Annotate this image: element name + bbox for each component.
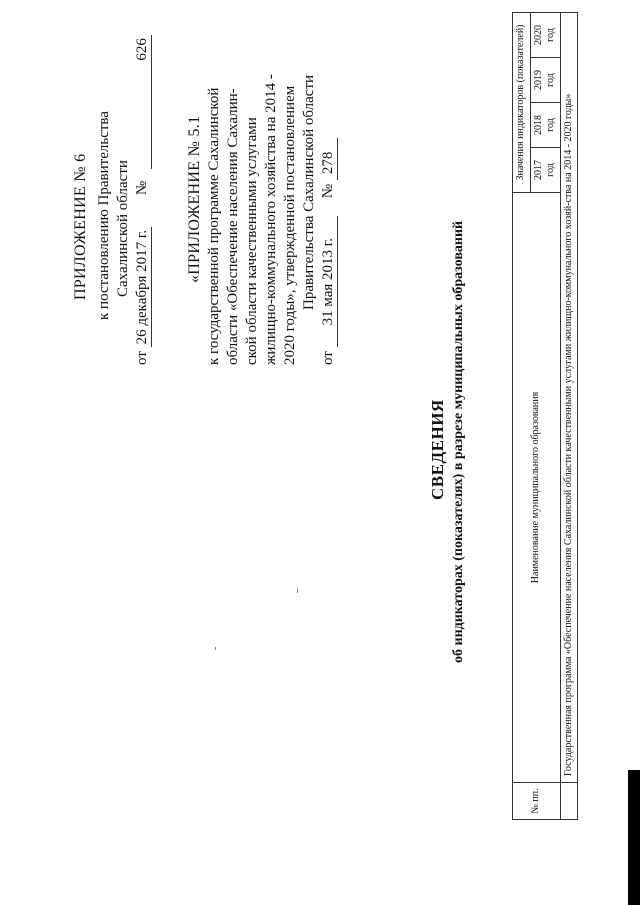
- col-year-2020: 2020 год: [530, 13, 560, 58]
- appendix51-line-6: Правительства Сахалинской области: [301, 74, 317, 310]
- appendix6-number: 626: [134, 35, 152, 169]
- appendix51-line-1: к государственной программе Сахалинской: [206, 87, 222, 365]
- col-year-2018: 2018 год: [530, 103, 560, 148]
- col-name-header: Наименование муниципального образования: [513, 193, 561, 783]
- appendix51-date: 31 мая 2013 г.: [320, 216, 338, 347]
- appendix51-number-label: №: [320, 183, 336, 199]
- table-row: [560, 13, 578, 820]
- table-header-row-1: [513, 13, 531, 820]
- appendix51-line-4: жилищно-коммунального хозяйства на 2014 -: [263, 74, 279, 365]
- scan-speck: [297, 588, 298, 593]
- appendix51-line-5: 2020 годы», утвержденной постановлением: [282, 85, 298, 365]
- col-year-2017: 2017 год: [530, 148, 560, 193]
- appendix51-title: «ПРИЛОЖЕНИЕ № 5.1: [186, 115, 203, 283]
- appendix51-line-2: области «Обеспечение населения Сахалин-: [225, 88, 241, 365]
- col-values-group-header: Значения индикаторов (показателей): [513, 13, 531, 193]
- scan-speck: [215, 647, 216, 650]
- appendix51-number: 278: [320, 138, 338, 181]
- appendix6-title: ПРИЛОЖЕНИЕ № 6: [72, 153, 89, 300]
- program-row-cell: Государственная программа «Обеспечение населения Сахалинской области качественными услугами жилищно-коммунального хозяй-ства на 2014 - 2020 годы»: [560, 13, 578, 783]
- row-num-cell: [560, 783, 578, 820]
- appendix51-line-3: ской области качественными услугами: [244, 117, 260, 365]
- appendix6-line2: Сахалинской области: [115, 160, 131, 297]
- page-title: СВЕДЕНИЯ: [428, 399, 447, 500]
- scan-edge-bar: [628, 770, 640, 905]
- appendix6-date: 26 декабря 2017 г.: [134, 227, 152, 348]
- appendix51-from-label: от: [320, 351, 336, 365]
- page-subtitle: об индикаторах (показателях) в разрезе муниципальных образований: [451, 220, 466, 663]
- col-year-2019: 2019 год: [530, 58, 560, 103]
- appendix6-from-label: от: [134, 351, 150, 365]
- indicators-table: [512, 12, 578, 820]
- appendix6-line1: к постановлению Правительства: [96, 111, 112, 320]
- appendix51-date-line: [320, 138, 338, 365]
- appendix6-number-label: №: [134, 180, 150, 196]
- col-num-header: № пп.: [513, 783, 561, 820]
- appendix6-date-line: [134, 35, 152, 365]
